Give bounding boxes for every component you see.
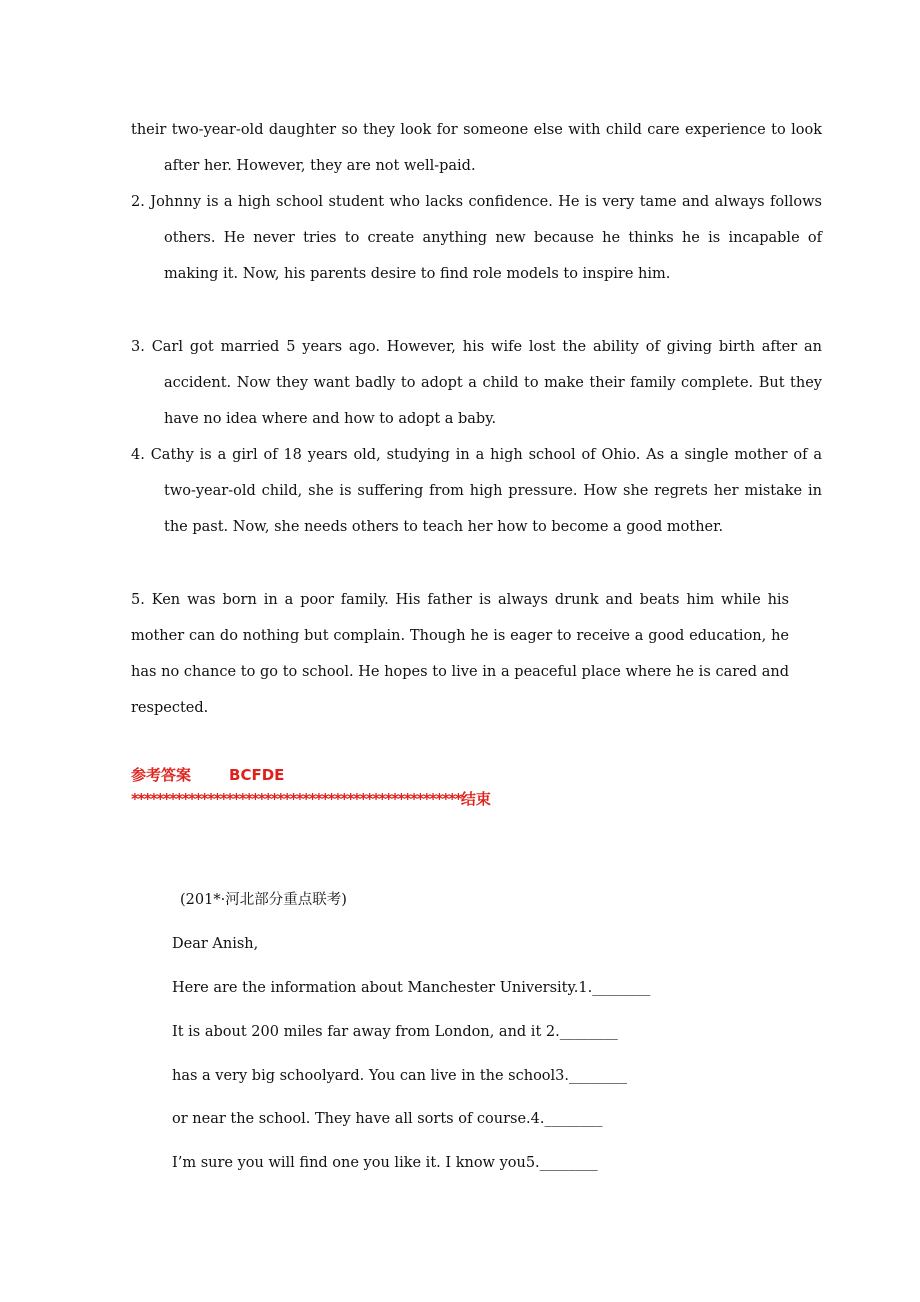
letter-line-5: I’m sure you will find one you like it. I know you5.________ (172, 1155, 598, 1171)
letter-line-4: or near the school. They have all sorts of course.4.________ (172, 1111, 603, 1127)
end-marker-stars: **************************************************** (131, 790, 461, 808)
letter-line-3: has a very big schoolyard. You can live in the school3.________ (172, 1068, 628, 1084)
paragraph-item-5: 5. Ken was born in a poor family. His father is always drunk and beats him while his mother can do nothing but complain. Though he is eager to receive a good education, he has no chance to go to school. He hopes to live in a peaceful place where he is cared and respected. (131, 592, 789, 716)
paragraph-item-3: 3. Carl got married 5 years ago. However, his wife lost the ability of giving birth after an accident. Now they want badly to adopt a child to make their family complete. But they have no idea where and how to adopt a baby. (131, 339, 822, 427)
answer-key (131, 764, 284, 786)
answer-label: 参考答案 (131, 766, 192, 784)
letter-greeting: Dear Anish, (172, 936, 259, 952)
paragraph-item-4: 4. Cathy is a girl of 18 years old, studying in a high school of Ohio. As a single mother of a two-year-old child, she is suffering from high pressure. How she regrets her mistake in the past. Now, she needs others to teach her how to become a good mother. (131, 447, 822, 535)
letter-line-2: It is about 200 miles far away from London, and it 2.________ (172, 1024, 618, 1040)
answer-value: BCFDE (229, 766, 285, 784)
letter-line-1: Here are the information about Manchester University.1.________ (172, 980, 651, 996)
source-note: (201*·河北部分重点联考) (180, 892, 347, 908)
paragraph-item-1-continued: their two-year-old daughter so they look for someone else with child care experience to look after her. However, they are not well-paid. (131, 122, 822, 174)
end-marker (131, 788, 491, 810)
end-marker-label: 结束 (460, 790, 491, 808)
paragraph-item-2: 2. Johnny is a high school student who lacks confidence. He is very tame and always follows others. He never tries to create anything new because he thinks he is incapable of making it. Now, his parents desire to find role models to inspire him. (131, 194, 822, 282)
